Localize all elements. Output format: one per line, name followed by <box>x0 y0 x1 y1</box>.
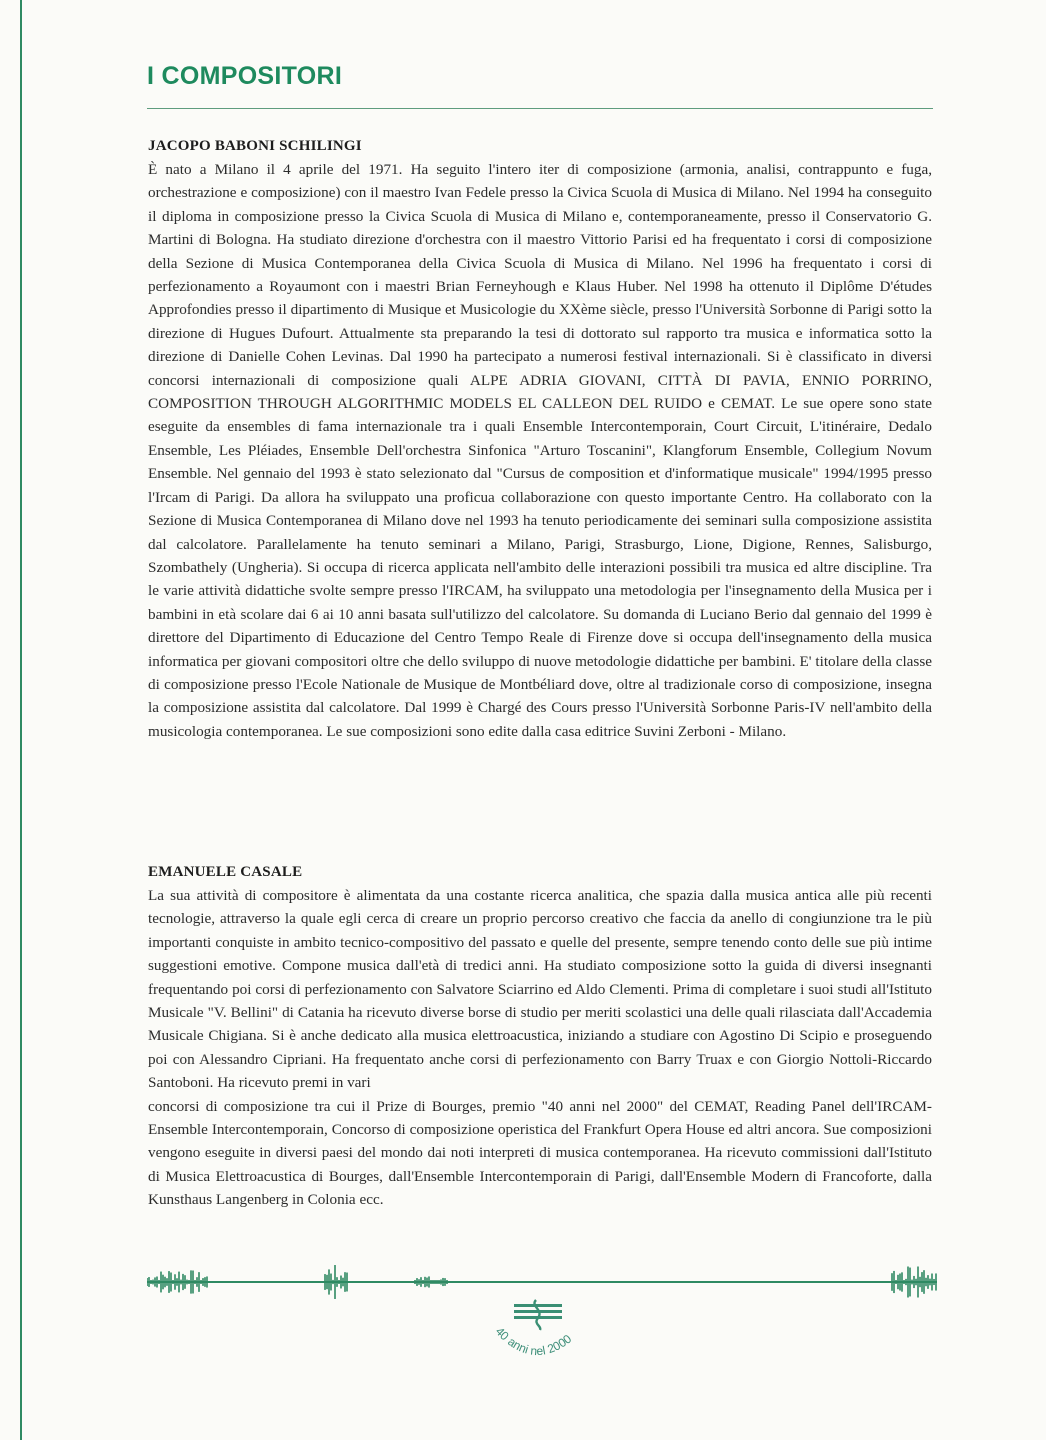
composer-name: JACOPO BABONI SCHILINGI <box>148 138 362 154</box>
svg-text:40 anni nel 2000 <box>493 1324 575 1358</box>
cemat-logo-icon <box>478 1296 598 1386</box>
title-divider <box>147 108 933 109</box>
composer-bio-continued: concorsi di composizione tra cui il Prize di Bourges, premio "40 anni nel 2000" del CEMAT, Reading Panel dell'IRCAM-Ensemble Intercontemporain, Concorso di composizione operistica del Frankfurt Opera House ed altri ancora. Sue composizioni vengono eseguite in diversi paesi del mondo dai noti interpreti di musica contemporanea. Ha ricevuto commissioni dall'Istituto di Musica Elettroacustica di Bourges, dall'Ensemble Intercontemporain di Parigi, dall'Ensemble Modern di Francoforte, dalla Kunsthaus Langenberg in Colonia ecc. <box>148 1097 932 1209</box>
logo-text: 40 anni nel 2000 <box>492 1324 575 1359</box>
composer-section-casale <box>148 864 932 1212</box>
left-margin-rule <box>20 0 22 1440</box>
composer-bio: La sua attività di compositore è alimentata da una costante ricerca analitica, che spazia dalla musica antica alle più recenti tecnologie, attraverso la quale egli cerca di creare un proprio percorso creativo che faccia da anello di congiunzione tra le più importanti conquiste in ambito tecnico-compositivo del passato e quelle del presente, sempre tenendo conto delle sue più intime suggestioni emotive. Compone musica dall'età di tredici anni. Ha studiato composizione sotto la guida di diversi insegnanti frequentando poi corsi di perfezionamento con Salvatore Sciarrino ed Aldo Clementi. Prima di completare i suoi studi all'Istituto Musicale "V. Bellini" di Catania ha ricevuto diverse borse di studio per meriti scolastici una delle quali rilasciata dall'Accademia Musicale Chigiana. Si è anche dedicato alla musica elettroacustica, iniziando a studiare con Agostino Di Scipio e proseguendo poi con Alessandro Cipriani. Ha frequentato anche corsi di perfezionamento con Barry Truax e con Giorgio Nottoli-Riccardo Santoboni. Ha ricevuto premi in vari <box>148 887 932 1092</box>
composer-name: EMANUELE CASALE <box>148 864 303 880</box>
composer-section-baboni-schilingi <box>148 138 932 743</box>
composer-bio: È nato a Milano il 4 aprile del 1971. Ha seguito l'intero iter di composizione (armonia, analisi, contrappunto e fuga, orchestrazione e composizione) con il maestro Ivan Fedele presso la Civica Scuola di Musica di Milano. Nel 1994 ha conseguito il diploma in composizione presso la Civica Scuola di Musica di Milano e, contemporaneamente, presso il Conservatorio G. Martini di Bologna. Ha studiato direzione d'orchestra con il maestro Vittorio Parisi ed ha frequentato i corsi di composizione della Sezione di Musica Contemporanea della Civica Scuola di Musica di Milano. Nel 1996 ha frequentato i corsi di perfezionamento a Royaumont con i maestri Brian Ferneyhough e Klaus Huber. Nel 1998 ha ottenuto il Diplôme D'études Approfondies presso il dipartimento di Musique et Musicologie du XXème siècle, presso l'Università Sorbonne di Parigi sotto la direzione di Hugues Dufourt. Attualmente sta preparando la tesi di dottorato sul rapporto tra musica e informatica sotto la direzione di Danielle Cohen Levinas. Dal 1990 ha partecipato a numerosi festival internazionali. Si è classificato in diversi concorsi internazionali di composizione quali ALPE ADRIA GIOVANI, CITTÀ DI PAVIA, ENNIO PORRINO, COMPOSITION THROUGH ALGORITHMIC MODELS EL CALLEON DEL RUIDO e CEMAT. Le sue opere sono state eseguite da ensembles di fama internazionale tra i quali Ensemble Intercontemporain, Court Circuit, L'itinéraire, Dedalo Ensemble, Les Pléiades, Ensemble Dell'orchestra Sinfonica "Arturo Toscanini", Klangforum Ensemble, Collegium Novum Ensemble. Nel gennaio del 1993 è stato selezionato dal "Cursus de composition et d'informatique musicale" 1994/1995 presso l'Ircam di Parigi. Da allora ha sviluppato una proficua collaborazione con questo importante Centro. Ha collaborato con la Sezione di Musica Contemporanea di Milano dove nel 1993 ha tenuto periodicamente dei seminari sulla composizione assistita dal calcolatore. Parallelamente ha tenuto seminari a Milano, Parigi, Strasburgo, Lione, Digione, Rennes, Salisburgo, Szombathely (Ungheria). Si occupa di ricerca applicata nell'ambito delle interazioni possibili tra musica ed altre discipline. Tra le varie attività didattiche svolte sempre presso l'IRCAM, ha sviluppato una metodologia per l'insegnamento della Musica per i bambini in età scolare dai 6 ai 10 anni basata sull'utilizzo del calcolatore. Su domanda di Luciano Berio dal gennaio del 1999 è direttore del Dipartimento di Educazione del Centro Tempo Reale di Firenze dove si occupa dell'insegnamento della musica informatica per giovani compositori oltre che dello sviluppo di nuove metodologie didattiche per bambini. E' titolare della classe di composizione presso l'Ecole Nationale de Musique de Montbéliard dove, oltre al tradizionale corso di composizione, insegna la composizione assistita dal calcolatore. Dal 1999 è Chargé des Cours presso l'Università Sorbonne Paris-IV nell'ambito della musicologia contemporanea. Le sue composizioni sono edite dalla casa editrice Suvini Zerboni - Milano. <box>148 161 932 740</box>
page-title: I COMPOSITORI <box>147 62 343 90</box>
